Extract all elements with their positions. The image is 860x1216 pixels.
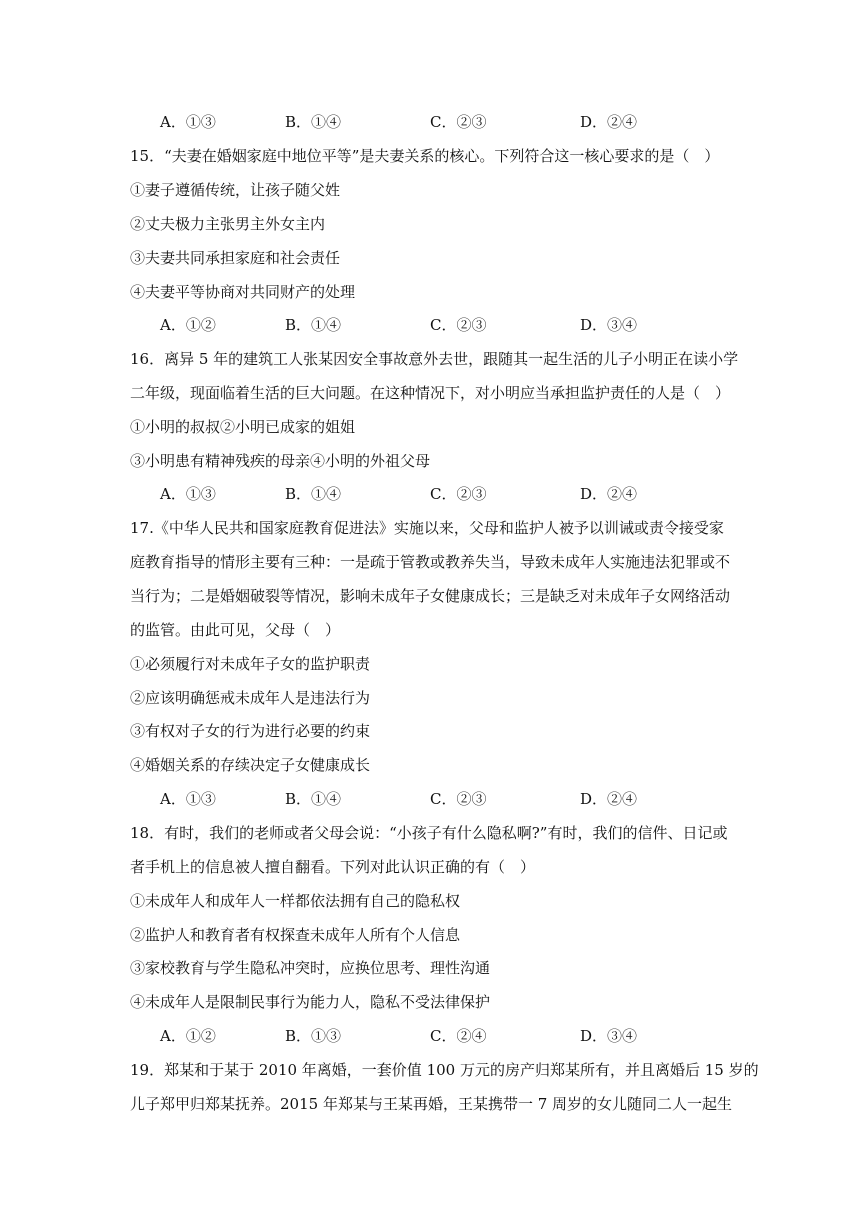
q16-item-1: ①小明的叔叔②小明已成家的姐姐: [130, 418, 356, 436]
q17-stem-line-1: 17.《中华人民共和国家庭教育促进法》实施以来，父母和监护人被予以训诫或责令接受家: [130, 519, 724, 537]
q16-option-b: B．①④: [285, 485, 342, 503]
q18-item-1: ①未成年人和成年人一样都依法拥有自己的隐私权: [130, 892, 461, 910]
q15-item-1: ①妻子遵循传统，让孩子随父姓: [130, 181, 341, 199]
q18-option-b: B．①③: [285, 1027, 342, 1045]
q15-item-3: ③夫妻共同承担家庭和社会责任: [130, 249, 341, 267]
q18-options: [160, 1026, 680, 1046]
q15-option-c: C．②③: [430, 316, 487, 334]
q15-options: [160, 315, 680, 335]
q15-option-d: D．③④: [580, 316, 638, 334]
q14-option-b: B．①④: [285, 113, 342, 131]
q17-item-4: ④婚姻关系的存续决定子女健康成长: [130, 756, 371, 774]
q17-option-a: A．①③: [160, 790, 216, 808]
q16-stem-line-2: 二年级，现面临着生活的巨大问题。在这种情况下，对小明应当承担监护责任的人是（ ）: [130, 384, 731, 402]
q15-item-2: ②丈夫极力主张男主外女主内: [130, 215, 326, 233]
q18-stem-line-2: 者手机上的信息被人擅自翻看。下列对此认识正确的有（ ）: [130, 858, 536, 876]
q17-stem-line-4: 的监管。由此可见，父母（ ）: [130, 621, 341, 639]
q16-options: [160, 484, 680, 504]
q16-option-d: D．②④: [580, 485, 638, 503]
q15-option-a: A．①②: [160, 316, 216, 334]
q17-stem-line-3: 当行为；二是婚姻破裂等情况，影响未成年子女健康成长；三是缺乏对未成年子女网络活动: [130, 587, 731, 605]
q17-option-d: D．②④: [580, 790, 638, 808]
q15-option-b: B．①④: [285, 316, 342, 334]
q14-option-a: A．①③: [160, 113, 216, 131]
q16-item-2: ③小明患有精神残疾的母亲④小明的外祖父母: [130, 452, 431, 470]
q17-option-c: C．②③: [430, 790, 487, 808]
q17-option-b: B．①④: [285, 790, 342, 808]
q15-item-4: ④夫妻平等协商对共同财产的处理: [130, 283, 356, 301]
q16-stem-line-1: 16．离异 5 年的建筑工人张某因安全事故意外去世，跟随其一起生活的儿子小明正在读小学: [130, 350, 739, 368]
q18-item-2: ②监护人和教育者有权探查未成年人所有个人信息: [130, 926, 461, 944]
q17-item-1: ①必须履行对未成年子女的监护职责: [130, 655, 371, 673]
q17-options: [160, 789, 680, 809]
q14-option-c: C．②③: [430, 113, 487, 131]
q18-item-3: ③家校教育与学生隐私冲突时，应换位思考、理性沟通: [130, 959, 491, 977]
q14-option-d: D．②④: [580, 113, 638, 131]
q18-stem-line-1: 18．有时，我们的老师或者父母会说：“小孩子有什么隐私啊?”有时，我们的信件、日记或: [130, 824, 728, 842]
q17-item-3: ③有权对子女的行为进行必要的约束: [130, 722, 371, 740]
q18-option-a: A．①②: [160, 1027, 216, 1045]
q18-option-d: D．③④: [580, 1027, 638, 1045]
q16-option-a: A．①③: [160, 485, 216, 503]
q16-option-c: C．②③: [430, 485, 487, 503]
q18-option-c: C．②④: [430, 1027, 487, 1045]
q19-stem-line-1: 19．郑某和于某于 2010 年离婚，一套价值 100 万元的房产归郑某所有，并且离婚后 15 岁的: [130, 1061, 759, 1079]
q15-stem-line-1: 15．“夫妻在婚姻家庭中地位平等”是夫妻关系的核心。下列符合这一核心要求的是（ ）: [130, 147, 720, 165]
q14-options: [160, 112, 680, 132]
q17-item-2: ②应该明确惩戒未成年人是违法行为: [130, 689, 371, 707]
q18-item-4: ④未成年人是限制民事行为能力人，隐私不受法律保护: [130, 993, 491, 1011]
q19-stem-line-2: 儿子郑甲归郑某抚养。2015 年郑某与王某再婚，王某携带一 7 周岁的女儿随同二人一起生: [130, 1095, 733, 1113]
q17-stem-line-2: 庭教育指导的情形主要有三种：一是疏于管教或教养失当，导致未成年人实施违法犯罪或不: [130, 553, 731, 571]
